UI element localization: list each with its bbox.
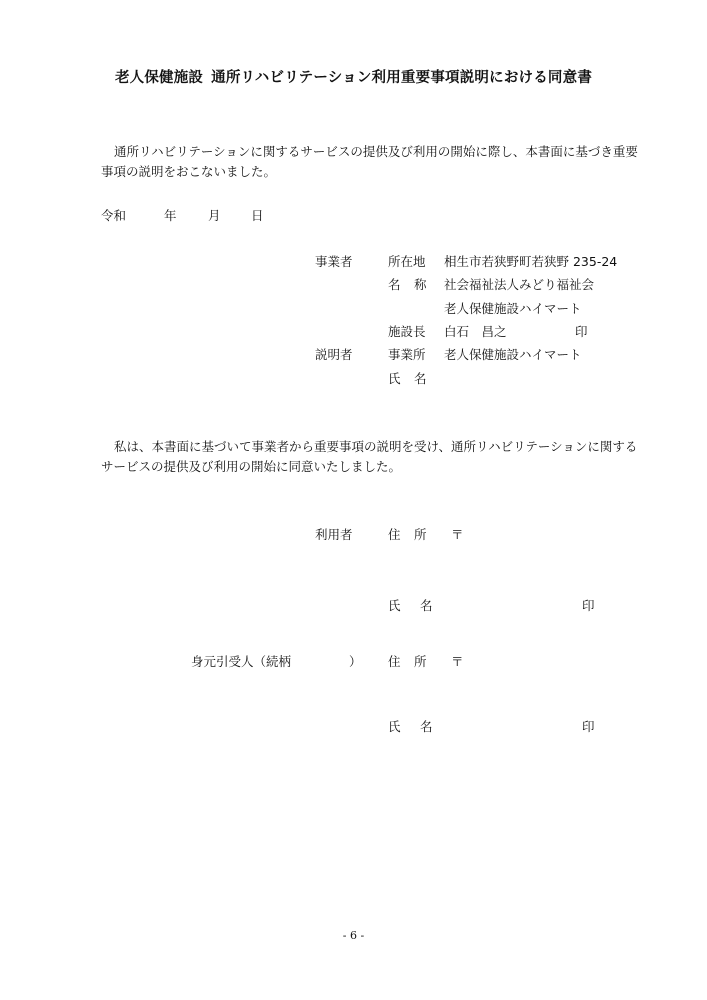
guarantor-section-label: 身元引受人（続柄	[191, 654, 292, 669]
provider-director-label: 施設長	[388, 324, 426, 339]
title-main: 通所リハビリテーション利用重要事項説明における同意書	[211, 70, 593, 86]
guarantor-name-label-1: 氏	[388, 719, 401, 734]
title-facility-type: 老人保健施設	[114, 70, 204, 86]
provider-seal: 印	[575, 324, 588, 339]
consent-paragraph: 私は、本書面に基づいて事業者から重要事項の説明を受け、通所リハビリテーションに関するサービスの提供及び利用の開始に同意いたしました。	[101, 439, 638, 474]
page-number: - 6 -	[342, 929, 365, 942]
user-seal: 印	[582, 598, 595, 613]
provider-name-value-2: 老人保健施設ハイマート	[444, 301, 582, 316]
user-name-label-2: 名	[420, 598, 433, 613]
guarantor-section-close: ）	[349, 654, 362, 669]
user-postal-mark: 〒	[451, 527, 464, 542]
user-section-label: 利用者	[315, 527, 353, 542]
date-day-label: 日	[251, 208, 264, 223]
user-address-label-1: 住	[388, 527, 401, 542]
guarantor-postal-mark: 〒	[451, 654, 464, 669]
date-month-label: 月	[208, 208, 221, 223]
guarantor-address-label-1: 住	[388, 654, 401, 669]
provider-name-label-2: 称	[414, 277, 427, 292]
provider-name-label-1: 名	[388, 277, 401, 292]
date-year-label: 年	[164, 208, 177, 223]
explainer-office-value: 老人保健施設ハイマート	[444, 347, 582, 362]
user-address-label-2: 所	[414, 527, 427, 542]
user-name-label-1: 氏	[388, 598, 401, 613]
explainer-section-label: 説明者	[315, 347, 353, 362]
explainer-name-label-1: 氏	[388, 371, 401, 386]
intro-paragraph: 通所リハビリテーションに関するサービスの提供及び利用の開始に際し、本書面に基づき重要事項の説明をおこないました。	[101, 144, 638, 179]
explainer-name-label-2: 名	[414, 371, 427, 386]
guarantor-name-label-2: 名	[420, 719, 433, 734]
document-title	[0, 66, 707, 87]
guarantor-seal: 印	[582, 719, 595, 734]
date-era: 令和	[101, 208, 127, 223]
provider-name-value-1: 社会福祉法人みどり福祉会	[444, 277, 595, 292]
guarantor-address-label-2: 所	[414, 654, 427, 669]
provider-director-value: 白石 昌之	[444, 324, 507, 339]
explainer-office-label: 事業所	[388, 347, 426, 362]
provider-section-label: 事業者	[315, 254, 353, 269]
provider-address-label: 所在地	[388, 254, 426, 269]
provider-address-value: 相生市若狭野町若狭野 235-24	[444, 254, 618, 269]
